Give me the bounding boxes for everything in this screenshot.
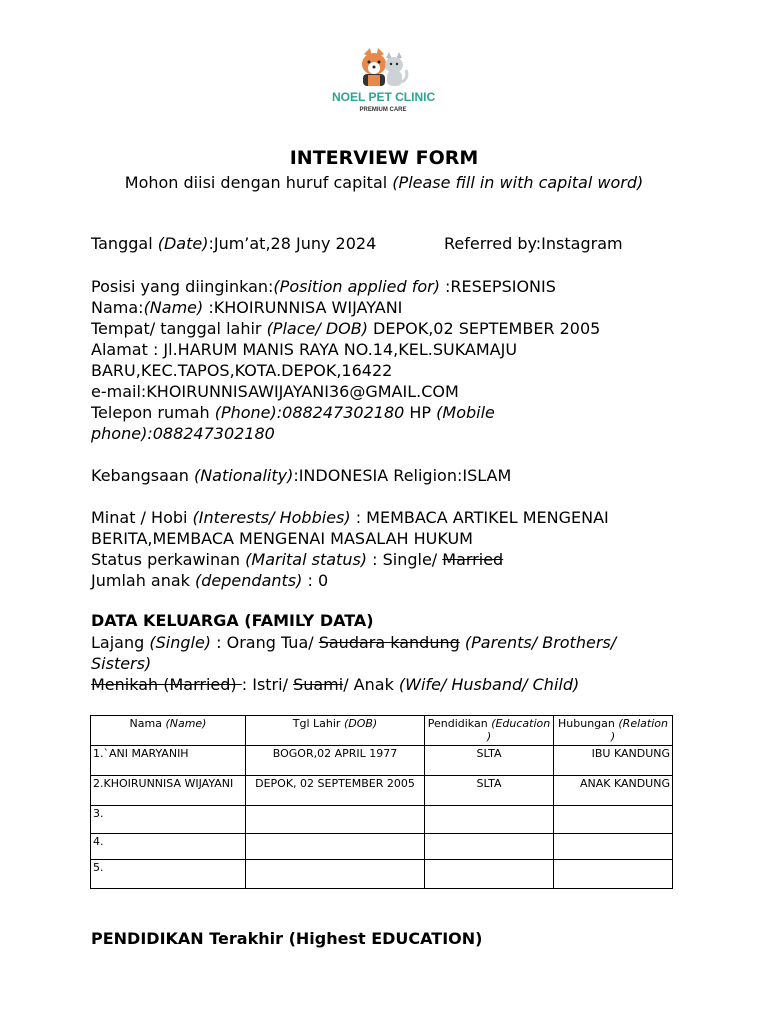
clinic-tagline: PREMIUM CARE: [359, 107, 407, 113]
cell-name: 3.: [91, 806, 246, 834]
subtitle-id: Mohon diisi dengan huruf capital: [124, 173, 393, 192]
clinic-name: NOEL PET CLINIC: [332, 90, 436, 104]
mobile-value: phone):088247302180: [91, 424, 275, 443]
marital-label: Status perkawinan: [91, 550, 246, 569]
phone-label: Telepon rumah: [91, 403, 215, 422]
header-name-italic: (Name): [165, 717, 207, 730]
hobby-block: [91, 507, 691, 591]
marital-row: [91, 549, 691, 570]
hobby-row-2: BERITA,MEMBACA MENGENAI MASALAH HUKUM: [91, 529, 473, 548]
dependants-value: : 0: [302, 571, 329, 590]
cell-dob: BOGOR,02 APRIL 1977: [246, 746, 425, 776]
cell-dob: [246, 860, 425, 889]
married-strike: Menikah (Married): [91, 675, 242, 694]
nationality-row: [91, 465, 691, 486]
dob-label: Tempat/ tanggal lahir: [91, 319, 267, 338]
header-name-plain: Nama: [129, 717, 166, 730]
mobile-row: [91, 423, 691, 444]
table-row: [91, 806, 673, 834]
single-en: (Parents/ Brothers/: [459, 633, 617, 652]
cell-education: SLTA: [425, 746, 554, 776]
name-label: Nama:: [91, 298, 144, 317]
date-label-en: (Date): [157, 234, 209, 253]
dob-value: DEPOK,02 SEPTEMBER 2005: [367, 319, 601, 338]
personal-info: [91, 276, 691, 444]
header-dob-plain: Tgl Lahir: [292, 717, 344, 730]
family-status: [91, 632, 691, 695]
single-en-2: Sisters): [91, 654, 152, 673]
name-value: :KHOIRUNNISA WIJAYANI: [203, 298, 403, 317]
hp-label: HP: [404, 403, 437, 422]
hobby-label-en: (Interests/ Hobbies): [192, 508, 351, 527]
single-row: [91, 632, 691, 653]
clinic-logo: [332, 48, 434, 120]
email-row: e-mail:KHOIRUNNISAWIJAYANI36@GMAIL.COM: [91, 382, 459, 401]
single-strike: Saudara kandung: [318, 633, 460, 652]
family-heading: DATA KELUARGA (FAMILY DATA): [91, 611, 374, 630]
cell-relation: [554, 834, 673, 860]
single-colon: : Orang Tua/: [211, 633, 319, 652]
married-row: [91, 674, 691, 695]
table-header-row: [91, 716, 673, 746]
marital-label-en: (Marital status): [245, 550, 368, 569]
single-label-en: (Single): [149, 633, 212, 652]
subtitle-en: (Please fill in with capital word): [392, 173, 644, 192]
header-education-plain: Pendidikan: [427, 717, 492, 730]
address-line-1: Alamat : Jl.HARUM MANIS RAYA NO.14,KEL.SUKAMAJU: [91, 340, 518, 359]
cell-education: [425, 834, 554, 860]
married-rest: : Istri/: [241, 675, 294, 694]
address-line-2: BARU,KEC.TAPOS,KOTA.DEPOK,16422: [91, 361, 393, 380]
married-suami: Suami: [293, 675, 344, 694]
table-row: [91, 776, 673, 806]
header-education-italic: (Education ): [486, 717, 551, 743]
header-name: [91, 716, 246, 746]
referred-by: Referred by:Instagram: [444, 234, 623, 253]
form-title: INTERVIEW FORM: [289, 147, 479, 169]
position-label: Posisi yang diinginkan:: [91, 277, 274, 296]
cell-dob: [246, 834, 425, 860]
cell-name: 1.`ANI MARYANIH: [91, 746, 246, 776]
form-subtitle: [0, 173, 768, 192]
single-label: Lajang: [91, 633, 150, 652]
nationality-value: :INDONESIA Religion:ISLAM: [293, 466, 512, 485]
marital-single: : Single/: [367, 550, 443, 569]
cell-relation: ANAK KANDUNG: [554, 776, 673, 806]
date-label: Tanggal: [91, 234, 158, 253]
cell-dob: DEPOK, 02 SEPTEMBER 2005: [246, 776, 425, 806]
dependants-label: Jumlah anak: [91, 571, 196, 590]
cell-name: 2.KHOIRUNNISA WIJAYANI: [91, 776, 246, 806]
cell-name: 4.: [91, 834, 246, 860]
married-en: (Wife/ Husband/ Child): [398, 675, 580, 694]
phone-value: (Phone):088247302180: [214, 403, 405, 422]
pet-logo-icon: [356, 48, 410, 88]
name-label-en: (Name): [143, 298, 204, 317]
header-dob: [246, 716, 425, 746]
cell-education: [425, 860, 554, 889]
education-heading: PENDIDIKAN Terakhir (Highest EDUCATION): [91, 929, 483, 948]
header-relation-plain: Hubungan: [558, 717, 619, 730]
position-row: [91, 276, 691, 297]
table-row: [91, 746, 673, 776]
nationality-label: Kebangsaan: [91, 466, 194, 485]
hobby-value: : MEMBACA ARTIKEL MENGENAI: [350, 508, 609, 527]
cell-dob: [246, 806, 425, 834]
hobby-row: [91, 507, 691, 528]
cell-relation: [554, 806, 673, 834]
single-row-2: [91, 653, 691, 674]
name-row: [91, 297, 691, 318]
header-dob-italic: (DOB): [343, 717, 378, 730]
married-anak: / Anak: [343, 675, 399, 694]
family-table: [90, 715, 673, 889]
position-value: :RESEPSIONIS: [439, 277, 556, 296]
position-label-en: (Position applied for): [273, 277, 440, 296]
nationality-label-en: (Nationality): [193, 466, 294, 485]
table-row: [91, 834, 673, 860]
mobile-label: (Mobile: [436, 403, 495, 422]
cell-education: [425, 806, 554, 834]
table-row: [91, 860, 673, 889]
dob-row: [91, 318, 691, 339]
cell-relation: IBU KANDUNG: [554, 746, 673, 776]
cell-name: 5.: [91, 860, 246, 889]
cell-relation: [554, 860, 673, 889]
header-education: [425, 716, 554, 746]
dob-label-en: (Place/ DOB): [266, 319, 368, 338]
hobby-label: Minat / Hobi: [91, 508, 193, 527]
marital-married: Married: [442, 550, 504, 569]
header-relation-italic: (Relation ): [610, 717, 668, 743]
dependants-label-en: (dependants): [195, 571, 303, 590]
cell-education: SLTA: [425, 776, 554, 806]
phone-row: [91, 402, 691, 423]
date-value: :Jum’at,28 Juny 2024: [208, 234, 377, 253]
dependants-row: [91, 570, 691, 591]
header-relation: [554, 716, 673, 746]
